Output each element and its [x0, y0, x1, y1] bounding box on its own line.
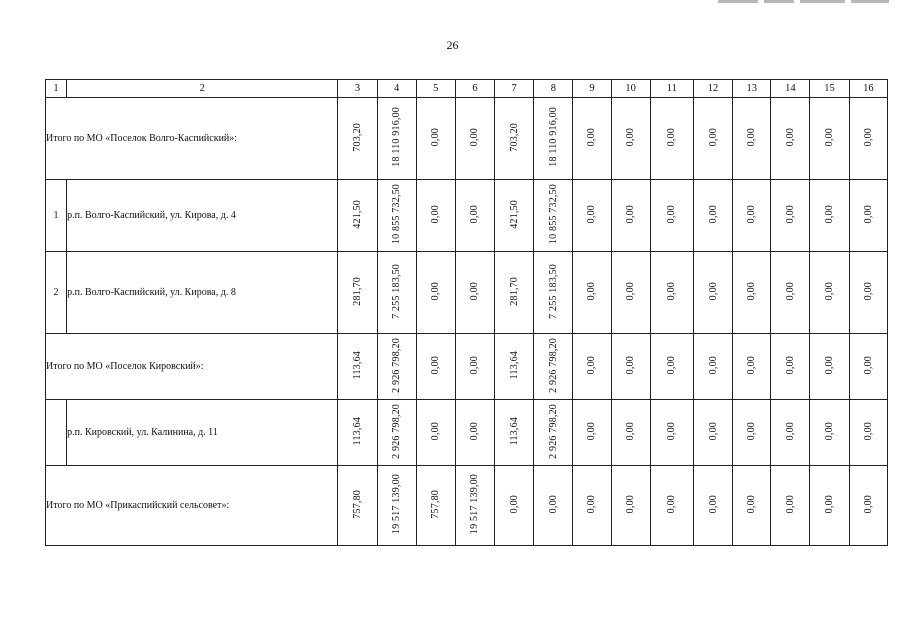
column-header-2: 2 — [67, 80, 338, 98]
value-text: 0,00 — [469, 127, 481, 147]
value-text: 281,70 — [351, 276, 363, 306]
value-cell-col-14 — [771, 98, 810, 180]
column-header-7: 7 — [495, 80, 534, 98]
page-number: 26 — [446, 38, 459, 52]
value-text: 0,00 — [784, 127, 796, 147]
value-cell-col-7 — [495, 334, 534, 400]
value-text: 0,00 — [824, 127, 836, 147]
value-text: 0,00 — [707, 204, 719, 224]
value-cell-col-16 — [849, 466, 887, 546]
value-text: 0,00 — [666, 281, 678, 301]
value-text: 0,00 — [824, 281, 836, 301]
value-text: 0,00 — [430, 421, 442, 441]
value-cell-col-11 — [650, 334, 693, 400]
data-table — [45, 79, 888, 546]
column-header-6: 6 — [455, 80, 494, 98]
value-cell-col-10 — [611, 466, 650, 546]
value-cell-col-4 — [377, 252, 416, 334]
address-label: р.п. Волго-Каспийский, ул. Кирова, д. 4 — [67, 180, 338, 252]
value-cell-col-12 — [693, 252, 732, 334]
value-text: 0,00 — [469, 421, 481, 441]
column-header-5: 5 — [416, 80, 455, 98]
value-cell-col-16 — [849, 400, 887, 466]
value-text: 0,00 — [824, 355, 836, 375]
value-text: 19 517 139,00 — [391, 473, 403, 535]
value-cell-col-12 — [693, 466, 732, 546]
value-cell-col-5 — [416, 400, 455, 466]
total-label: Итого по МО «Поселок Волго-Каспийский»: — [46, 98, 338, 180]
header-row — [46, 80, 888, 98]
value-text: 0,00 — [547, 494, 559, 514]
value-text: 0,00 — [586, 421, 598, 441]
row-number: 1 — [46, 180, 67, 252]
value-cell-col-3 — [338, 400, 377, 466]
value-text: 0,00 — [430, 281, 442, 301]
value-cell-col-3 — [338, 334, 377, 400]
value-text: 0,00 — [625, 494, 637, 514]
value-cell-col-7 — [495, 400, 534, 466]
value-text: 10 855 732,50 — [391, 183, 403, 245]
total-row — [46, 98, 888, 180]
value-cell-col-4 — [377, 400, 416, 466]
column-header-3: 3 — [338, 80, 377, 98]
value-text: 0,00 — [784, 494, 796, 514]
total-row — [46, 466, 888, 546]
total-row — [46, 334, 888, 400]
value-cell-col-13 — [733, 252, 771, 334]
value-cell-col-10 — [611, 334, 650, 400]
value-cell-col-5 — [416, 252, 455, 334]
value-text: 0,00 — [625, 421, 637, 441]
value-cell-col-8 — [534, 98, 573, 180]
value-cell-col-6 — [455, 180, 494, 252]
value-text: 2 926 798,20 — [547, 403, 559, 459]
value-text: 0,00 — [824, 204, 836, 224]
value-cell-col-6 — [455, 98, 494, 180]
column-header-10: 10 — [611, 80, 650, 98]
value-cell-col-7 — [495, 252, 534, 334]
value-text: 0,00 — [666, 421, 678, 441]
value-cell-col-6 — [455, 400, 494, 466]
table-row — [46, 252, 888, 334]
column-header-14: 14 — [771, 80, 810, 98]
value-text: 0,00 — [862, 355, 874, 375]
value-text: 703,20 — [508, 122, 520, 152]
value-cell-col-4 — [377, 334, 416, 400]
value-text: 7 255 183,50 — [547, 263, 559, 319]
value-cell-col-12 — [693, 400, 732, 466]
value-text: 0,00 — [746, 421, 758, 441]
value-text: 0,00 — [666, 127, 678, 147]
value-text: 0,00 — [666, 204, 678, 224]
value-cell-col-7 — [495, 98, 534, 180]
corner-scan-mark — [718, 0, 903, 6]
value-text: 0,00 — [707, 494, 719, 514]
value-cell-col-13 — [733, 400, 771, 466]
value-text: 0,00 — [707, 421, 719, 441]
value-text: 0,00 — [862, 204, 874, 224]
value-text: 0,00 — [784, 355, 796, 375]
value-cell-col-14 — [771, 400, 810, 466]
value-cell-col-5 — [416, 466, 455, 546]
row-number — [46, 400, 67, 466]
value-cell-col-12 — [693, 334, 732, 400]
value-cell-col-6 — [455, 334, 494, 400]
value-cell-col-10 — [611, 400, 650, 466]
value-text: 0,00 — [707, 281, 719, 301]
value-text: 0,00 — [707, 355, 719, 375]
total-label: Итого по МО «Поселок Кировский»: — [46, 334, 338, 400]
value-cell-col-9 — [573, 334, 611, 400]
value-text: 281,70 — [508, 276, 520, 306]
value-cell-col-13 — [733, 98, 771, 180]
row-number: 2 — [46, 252, 67, 334]
value-cell-col-16 — [849, 252, 887, 334]
column-header-15: 15 — [810, 80, 849, 98]
table-row — [46, 180, 888, 252]
value-text: 113,64 — [351, 416, 363, 446]
value-cell-col-5 — [416, 98, 455, 180]
value-cell-col-10 — [611, 180, 650, 252]
column-header-13: 13 — [733, 80, 771, 98]
value-text: 113,64 — [508, 416, 520, 446]
value-cell-col-8 — [534, 180, 573, 252]
value-text: 10 855 732,50 — [547, 183, 559, 245]
value-cell-col-3 — [338, 252, 377, 334]
value-text: 0,00 — [430, 204, 442, 224]
value-text: 0,00 — [508, 494, 520, 514]
value-text: 113,64 — [351, 350, 363, 380]
value-text: 0,00 — [746, 355, 758, 375]
value-text: 0,00 — [469, 355, 481, 375]
value-text: 0,00 — [824, 421, 836, 441]
value-text: 0,00 — [862, 127, 874, 147]
value-text: 18 110 916,00 — [391, 107, 403, 167]
value-cell-col-6 — [455, 252, 494, 334]
value-text: 0,00 — [666, 355, 678, 375]
total-label: Итого по МО «Прикаспийский сельсовет»: — [46, 466, 338, 546]
column-header-11: 11 — [650, 80, 693, 98]
value-cell-col-5 — [416, 180, 455, 252]
value-text: 0,00 — [746, 204, 758, 224]
value-text: 0,00 — [746, 127, 758, 147]
column-header-4: 4 — [377, 80, 416, 98]
value-cell-col-13 — [733, 180, 771, 252]
value-cell-col-13 — [733, 334, 771, 400]
value-cell-col-6 — [455, 466, 494, 546]
value-text: 0,00 — [586, 355, 598, 375]
value-text: 421,50 — [351, 199, 363, 229]
value-cell-col-5 — [416, 334, 455, 400]
value-text: 0,00 — [746, 281, 758, 301]
value-cell-col-11 — [650, 98, 693, 180]
value-cell-col-9 — [573, 400, 611, 466]
value-cell-col-11 — [650, 400, 693, 466]
value-cell-col-7 — [495, 466, 534, 546]
value-cell-col-4 — [377, 466, 416, 546]
column-header-8: 8 — [534, 80, 573, 98]
value-cell-col-9 — [573, 180, 611, 252]
value-cell-col-16 — [849, 180, 887, 252]
value-cell-col-4 — [377, 180, 416, 252]
address-label: р.п. Волго-Каспийский, ул. Кирова, д. 8 — [67, 252, 338, 334]
value-cell-col-9 — [573, 466, 611, 546]
value-text: 0,00 — [784, 281, 796, 301]
value-cell-col-9 — [573, 98, 611, 180]
value-cell-col-15 — [810, 466, 849, 546]
column-header-16: 16 — [849, 80, 887, 98]
value-text: 0,00 — [469, 204, 481, 224]
value-cell-col-14 — [771, 252, 810, 334]
value-cell-col-8 — [534, 466, 573, 546]
value-text: 7 255 183,50 — [391, 263, 403, 319]
value-text: 0,00 — [430, 127, 442, 147]
value-cell-col-3 — [338, 180, 377, 252]
value-cell-col-12 — [693, 180, 732, 252]
value-text: 0,00 — [625, 355, 637, 375]
value-cell-col-14 — [771, 334, 810, 400]
value-text: 0,00 — [586, 127, 598, 147]
value-text: 421,50 — [508, 199, 520, 229]
value-text: 0,00 — [625, 204, 637, 224]
value-text: 2 926 798,20 — [391, 403, 403, 459]
value-text: 113,64 — [508, 350, 520, 380]
value-text: 0,00 — [586, 281, 598, 301]
value-text: 757,80 — [351, 489, 363, 519]
column-header-1: 1 — [46, 80, 67, 98]
value-text: 0,00 — [824, 494, 836, 514]
value-cell-col-11 — [650, 252, 693, 334]
value-cell-col-7 — [495, 180, 534, 252]
value-cell-col-16 — [849, 334, 887, 400]
value-cell-col-10 — [611, 252, 650, 334]
value-text: 0,00 — [430, 355, 442, 375]
value-text: 0,00 — [707, 127, 719, 147]
value-text: 19 517 139,00 — [469, 473, 481, 535]
value-text: 703,20 — [351, 122, 363, 152]
value-text: 757,80 — [430, 489, 442, 519]
value-text: 0,00 — [666, 494, 678, 514]
value-text: 18 110 916,00 — [547, 107, 559, 167]
value-text: 0,00 — [862, 421, 874, 441]
value-cell-col-8 — [534, 334, 573, 400]
value-text: 2 926 798,20 — [391, 337, 403, 393]
value-cell-col-8 — [534, 400, 573, 466]
value-text: 0,00 — [746, 494, 758, 514]
value-cell-col-15 — [810, 98, 849, 180]
value-cell-col-10 — [611, 98, 650, 180]
value-cell-col-14 — [771, 466, 810, 546]
value-text: 0,00 — [862, 281, 874, 301]
value-text: 0,00 — [784, 204, 796, 224]
value-text: 2 926 798,20 — [547, 337, 559, 393]
value-text: 0,00 — [625, 281, 637, 301]
value-cell-col-11 — [650, 466, 693, 546]
value-cell-col-16 — [849, 98, 887, 180]
value-text: 0,00 — [586, 204, 598, 224]
address-label: р.п. Кировский, ул. Калинина, д. 11 — [67, 400, 338, 466]
value-text: 0,00 — [784, 421, 796, 441]
value-cell-col-13 — [733, 466, 771, 546]
value-text: 0,00 — [469, 281, 481, 301]
value-cell-col-4 — [377, 98, 416, 180]
value-cell-col-15 — [810, 400, 849, 466]
value-cell-col-14 — [771, 180, 810, 252]
value-cell-col-3 — [338, 466, 377, 546]
value-text: 0,00 — [586, 494, 598, 514]
value-cell-col-15 — [810, 180, 849, 252]
value-cell-col-15 — [810, 334, 849, 400]
column-header-12: 12 — [693, 80, 732, 98]
value-cell-col-11 — [650, 180, 693, 252]
value-cell-col-12 — [693, 98, 732, 180]
column-header-9: 9 — [573, 80, 611, 98]
value-cell-col-8 — [534, 252, 573, 334]
value-cell-col-15 — [810, 252, 849, 334]
table-row — [46, 400, 888, 466]
value-text: 0,00 — [625, 127, 637, 147]
value-cell-col-9 — [573, 252, 611, 334]
value-cell-col-3 — [338, 98, 377, 180]
value-text: 0,00 — [862, 494, 874, 514]
